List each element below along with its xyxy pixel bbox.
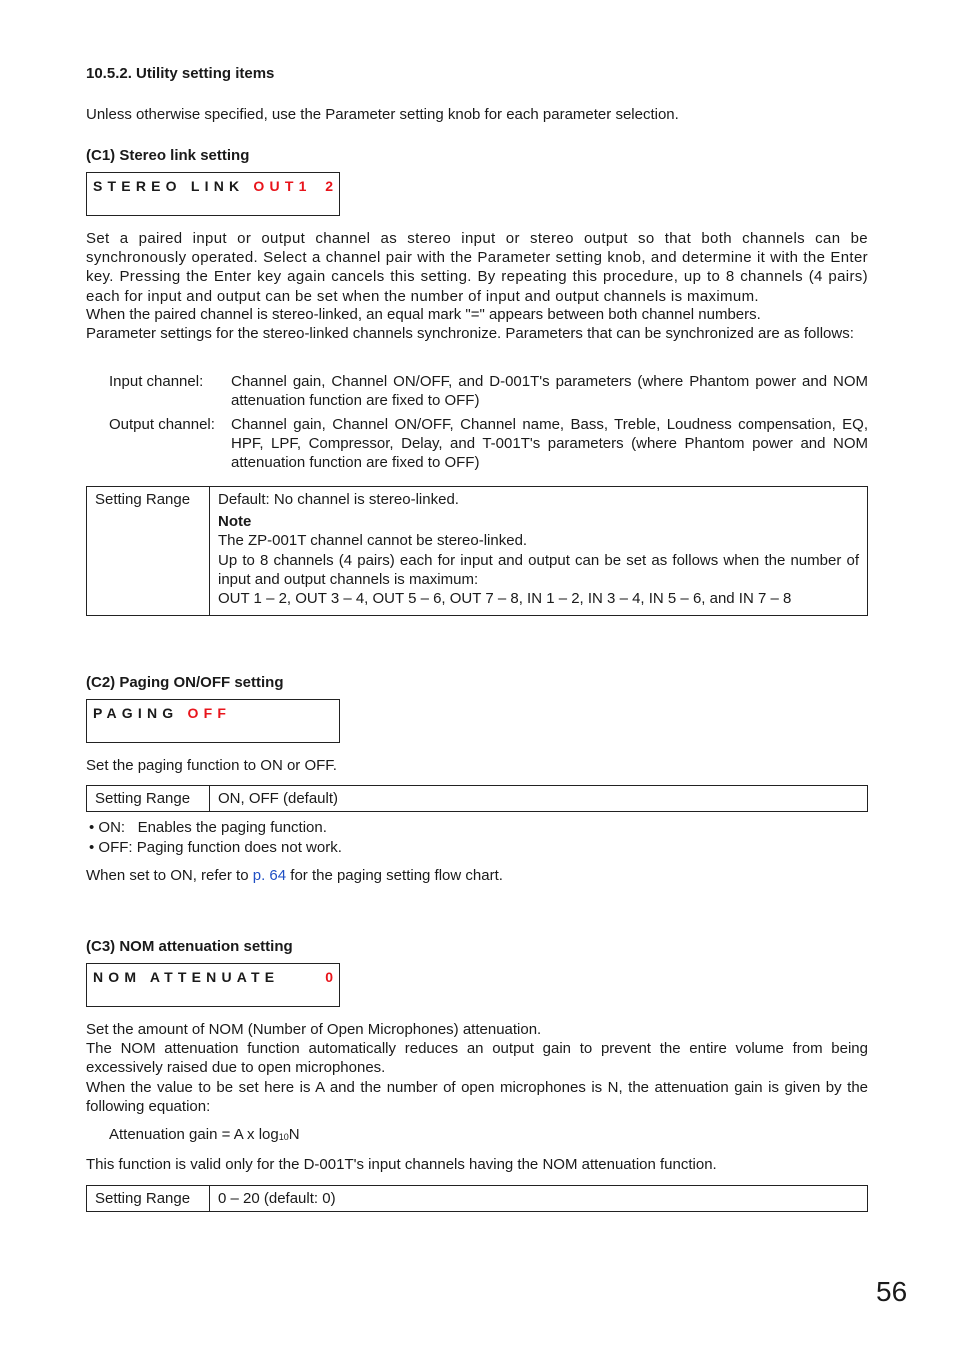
c3-equation-after: N	[288, 1126, 300, 1143]
c3-paragraph4: This function is valid only for the D-001T's input channels having the NOM attenuation function.	[86, 1156, 717, 1173]
c2-bullet-off: • OFF: Paging function does not work.	[89, 839, 342, 856]
c2-heading: (C2) Paging ON/OFF setting	[86, 674, 284, 691]
c2-bullet-on: • ON: Enables the paging function.	[89, 819, 327, 836]
c3-range-value: 0 – 20 (default: 0)	[210, 1186, 868, 1212]
c1-output-desc: Channel gain, Channel ON/OFF, Channel name, Bass, Treble, Loudness compensation, EQ, HPF, LPF, Compressor, Delay, and T-001T's parameters (where Phantom power and NOM attenuation function are fixed to OFF)	[231, 416, 868, 472]
c2-ref-before: When set to ON, refer to	[86, 867, 253, 884]
c1-output-channel-row	[109, 415, 868, 473]
c3-lcd-display	[86, 963, 340, 1007]
c2-ref-after: for the paging setting flow chart.	[286, 867, 503, 884]
c3-paragraph2: The NOM attenuation function automatically reduces an output gain to prevent the entire volume from being excessively raised due to open microphones.	[86, 1040, 868, 1077]
c3-equation-before: Attenuation gain = A x log	[109, 1126, 279, 1143]
c2-range-value: ON, OFF (default)	[210, 786, 868, 812]
c1-note-line3: OUT 1 – 2, OUT 3 – 4, OUT 5 – 6, OUT 7 – 8, IN 1 – 2, IN 3 – 4, IN 5 – 6, and IN 7 – 8	[218, 590, 792, 608]
c1-output-term: Output channel:	[109, 416, 215, 433]
intro-text: Unless otherwise specified, use the Parameter setting knob for each parameter selection.	[86, 106, 679, 123]
c1-setting-range-table	[86, 486, 868, 616]
c1-input-desc: Channel gain, Channel ON/OFF, and D-001T's parameters (where Phantom power and NOM attenuation function are fixed to OFF)	[231, 373, 868, 410]
c1-lcd-value2: 2	[325, 178, 333, 194]
page-number: 56	[876, 1276, 908, 1307]
c1-note-line2: Up to 8 channels (4 pairs) each for input and output can be set as follows when the number of input and output channels is maximum:	[218, 551, 859, 588]
c3-setting-range-table	[86, 1185, 868, 1212]
section-title: 10.5.2. Utility setting items	[86, 65, 275, 82]
c1-range-value-cell	[210, 487, 868, 616]
c3-equation-sub: 10	[278, 1132, 289, 1142]
c1-note-line1: The ZP-001T channel cannot be stereo-linked.	[218, 532, 528, 550]
c3-lcd-label: NOM ATTENUATE	[93, 969, 280, 985]
c3-paragraph1: Set the amount of NOM (Number of Open Microphones) attenuation.	[86, 1021, 542, 1038]
c1-paragraph2: When the paired channel is stereo-linked, an equal mark "=" appears between both channel numbers.	[86, 306, 761, 323]
c2-lcd-value: OFF	[187, 705, 232, 721]
c2-page-link[interactable]: p. 64	[252, 867, 287, 884]
c1-range-default: Default: No channel is stereo-linked.	[218, 491, 459, 508]
c1-lcd-label: STEREO LINK	[93, 178, 254, 194]
c1-note-title: Note	[218, 513, 252, 531]
c2-range-label: Setting Range	[87, 786, 210, 812]
c1-input-channel-row	[109, 372, 868, 410]
c3-lcd-value: 0	[325, 969, 333, 985]
c2-setting-range-table	[86, 785, 868, 812]
c3-paragraph3: When the value to be set here is A and the number of open microphones is N, the attenuation gain is given by the following equation:	[86, 1079, 868, 1116]
c1-input-term: Input channel:	[109, 373, 204, 390]
c3-range-label: Setting Range	[87, 1186, 210, 1212]
c3-heading: (C3) NOM attenuation setting	[86, 938, 293, 955]
c2-lcd-label: PAGING	[93, 705, 188, 721]
c2-paragraph: Set the paging function to ON or OFF.	[86, 757, 337, 774]
c1-paragraph1: Set a paired input or output channel as stereo input or stereo output so that both channels can be synchronously operated. Select a channel pair with the Parameter setting knob, and determine it with the Enter key. Pressing the Enter key again cancels this setting. By repeating this procedure, up to 8 channels (4 pairs) each for input and output can be set when the number of input and output channels is maximum.	[86, 230, 868, 305]
c3-equation	[109, 1125, 300, 1147]
c2-lcd-display	[86, 699, 340, 743]
c1-paragraph3: Parameter settings for the stereo-linked channels synchronize. Parameters that can be synchronized are as follows:	[86, 325, 854, 342]
c2-reference-text	[86, 866, 503, 885]
c1-range-label: Setting Range	[87, 487, 210, 616]
c1-heading: (C1) Stereo link setting	[86, 147, 250, 164]
c1-lcd-display	[86, 172, 340, 216]
c1-lcd-value: OUT1	[253, 178, 312, 194]
